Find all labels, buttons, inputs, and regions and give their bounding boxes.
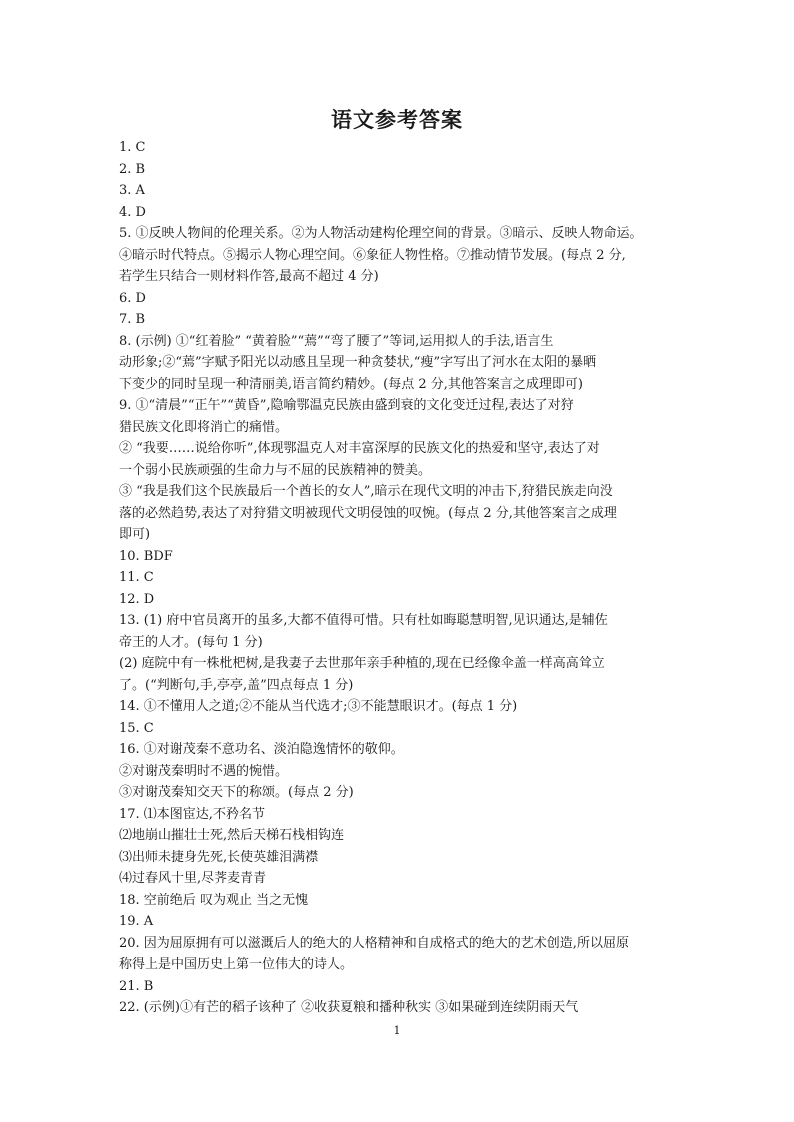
answer-line: 4. D [119,204,146,220]
answer-line: 了。(“判断句,手,亭亭,盖”四点每点 1 分) [119,677,354,693]
answer-line: 7. B [119,312,146,327]
answer-line: 帝王的人才。(每句 1 分) [119,634,263,650]
answer-line: 落的必然趋势,表达了对狩猎文明被现代文明侵蚀的叹惋。(每点 2 分,其他答案言之成理 [119,505,617,521]
answer-line: ⑵地崩山摧壮士死,然后天梯石栈相钩连 [119,828,345,843]
answer-line: ③ “我是我们这个民族最后一个酋长的女人”,暗示在现代文明的冲击下,狩猎民族走向没 [119,484,613,499]
answer-line: 22. (示例)①有芒的稻子该种了 ②收获夏粮和播种秋实 ③如果碰到连续阴雨天气 [119,1000,579,1015]
answer-line: ②对谢茂秦明时不遇的惋惜。 [119,763,289,779]
answer-line: 19. A [119,914,154,929]
answer-line: 猎民族文化即将消亡的痛惜。 [119,419,289,435]
answer-line: 3. A [119,183,145,198]
answer-line: 21. B [119,978,154,994]
answer-line: 18. 空前绝后 叹为观止 当之无愧 [119,892,309,908]
page-number: 1 [393,1024,401,1037]
answer-line: 2. B [119,161,146,177]
answer-line: 8. (示例) ①“红着脸” “黄着脸”“蔫”“弯了腰了”等词,运用拟人的手法,语言生 [119,333,554,349]
answer-line: 若学生只结合一则材料作答,最高不超过 4 分) [119,269,379,284]
answer-line: ③对谢茂秦知交天下的称颂。(每点 2 分) [119,785,354,800]
answer-line: 20. 因为屈原拥有可以滋溉后人的绝大的人格精神和自成格式的绝大的艺术创造,所以屈原 [119,935,629,951]
answer-line: 下变少的同时呈现一种清丽美,语言简约精妙。(每点 2 分,其他答案言之成理即可) [119,376,583,392]
answer-line: ② “我要……说给你听”,体现鄂温克人对丰富深厚的民族文化的热爱和坚守,表达了对 [119,441,600,456]
answer-line: ④暗示时代特点。⑤揭示人物心理空间。⑥象征人物性格。⑦推动情节发展。(每点 2 分, [119,247,626,263]
answer-line: (2) 庭院中有一株枇杷树,是我妻子去世那年亲手种植的,现在已经像伞盖一样高高耸立 [119,656,605,671]
page-title: 语文参考答案 [331,108,463,132]
answer-line: 14. ①不懂用人之道;②不能从当代选才;③不能慧眼识才。(每点 1 分) [119,699,518,714]
answer-list [119,137,679,1019]
answer-line: 1. C [119,140,146,155]
answer-line: 12. D [119,591,155,607]
answer-line: 16. ①对谢茂秦不意功名、淡泊隐逸情怀的敬仰。 [119,742,404,757]
answer-line: 11. C [119,570,154,585]
answer-line: 即可) [119,527,151,542]
answer-line: 10. BDF [119,548,173,564]
answer-line: 6. D [119,290,146,306]
answer-line: ⑷过春风十里,尽荠麦青青 [119,871,267,886]
answer-line: 17. ⑴本图宦达,不矜名节 [119,806,265,822]
answer-line: 5. ①反映人物间的伦理关系。②为人物活动建构伦理空间的背景。③暗示、反映人物命运。 [119,226,643,241]
answer-line: 13. (1) 府中官员离开的虽多,大都不值得可惜。只有杜如晦聪慧明智,见识通达,是辅佐 [119,613,608,628]
answer-line: 动形象;②“蔫”字赋予阳光以动感且呈现一种贪婪状,“瘦”字写出了河水在太阳的暴晒 [119,355,597,370]
answer-line: 15. C [119,720,154,736]
answer-line: 称得上是中国历史上第一位伟大的诗人。 [119,957,354,972]
answer-line: 9. ①“清晨”“正午”“黄昏”,隐喻鄂温克民族由盛到衰的文化变迁过程,表达了对狩 [119,398,574,413]
answer-line: ⑶出师未捷身先死,长使英雄泪满襟 [119,849,319,865]
answer-line: 一个弱小民族顽强的生命力与不屈的民族精神的赞美。 [119,462,432,478]
